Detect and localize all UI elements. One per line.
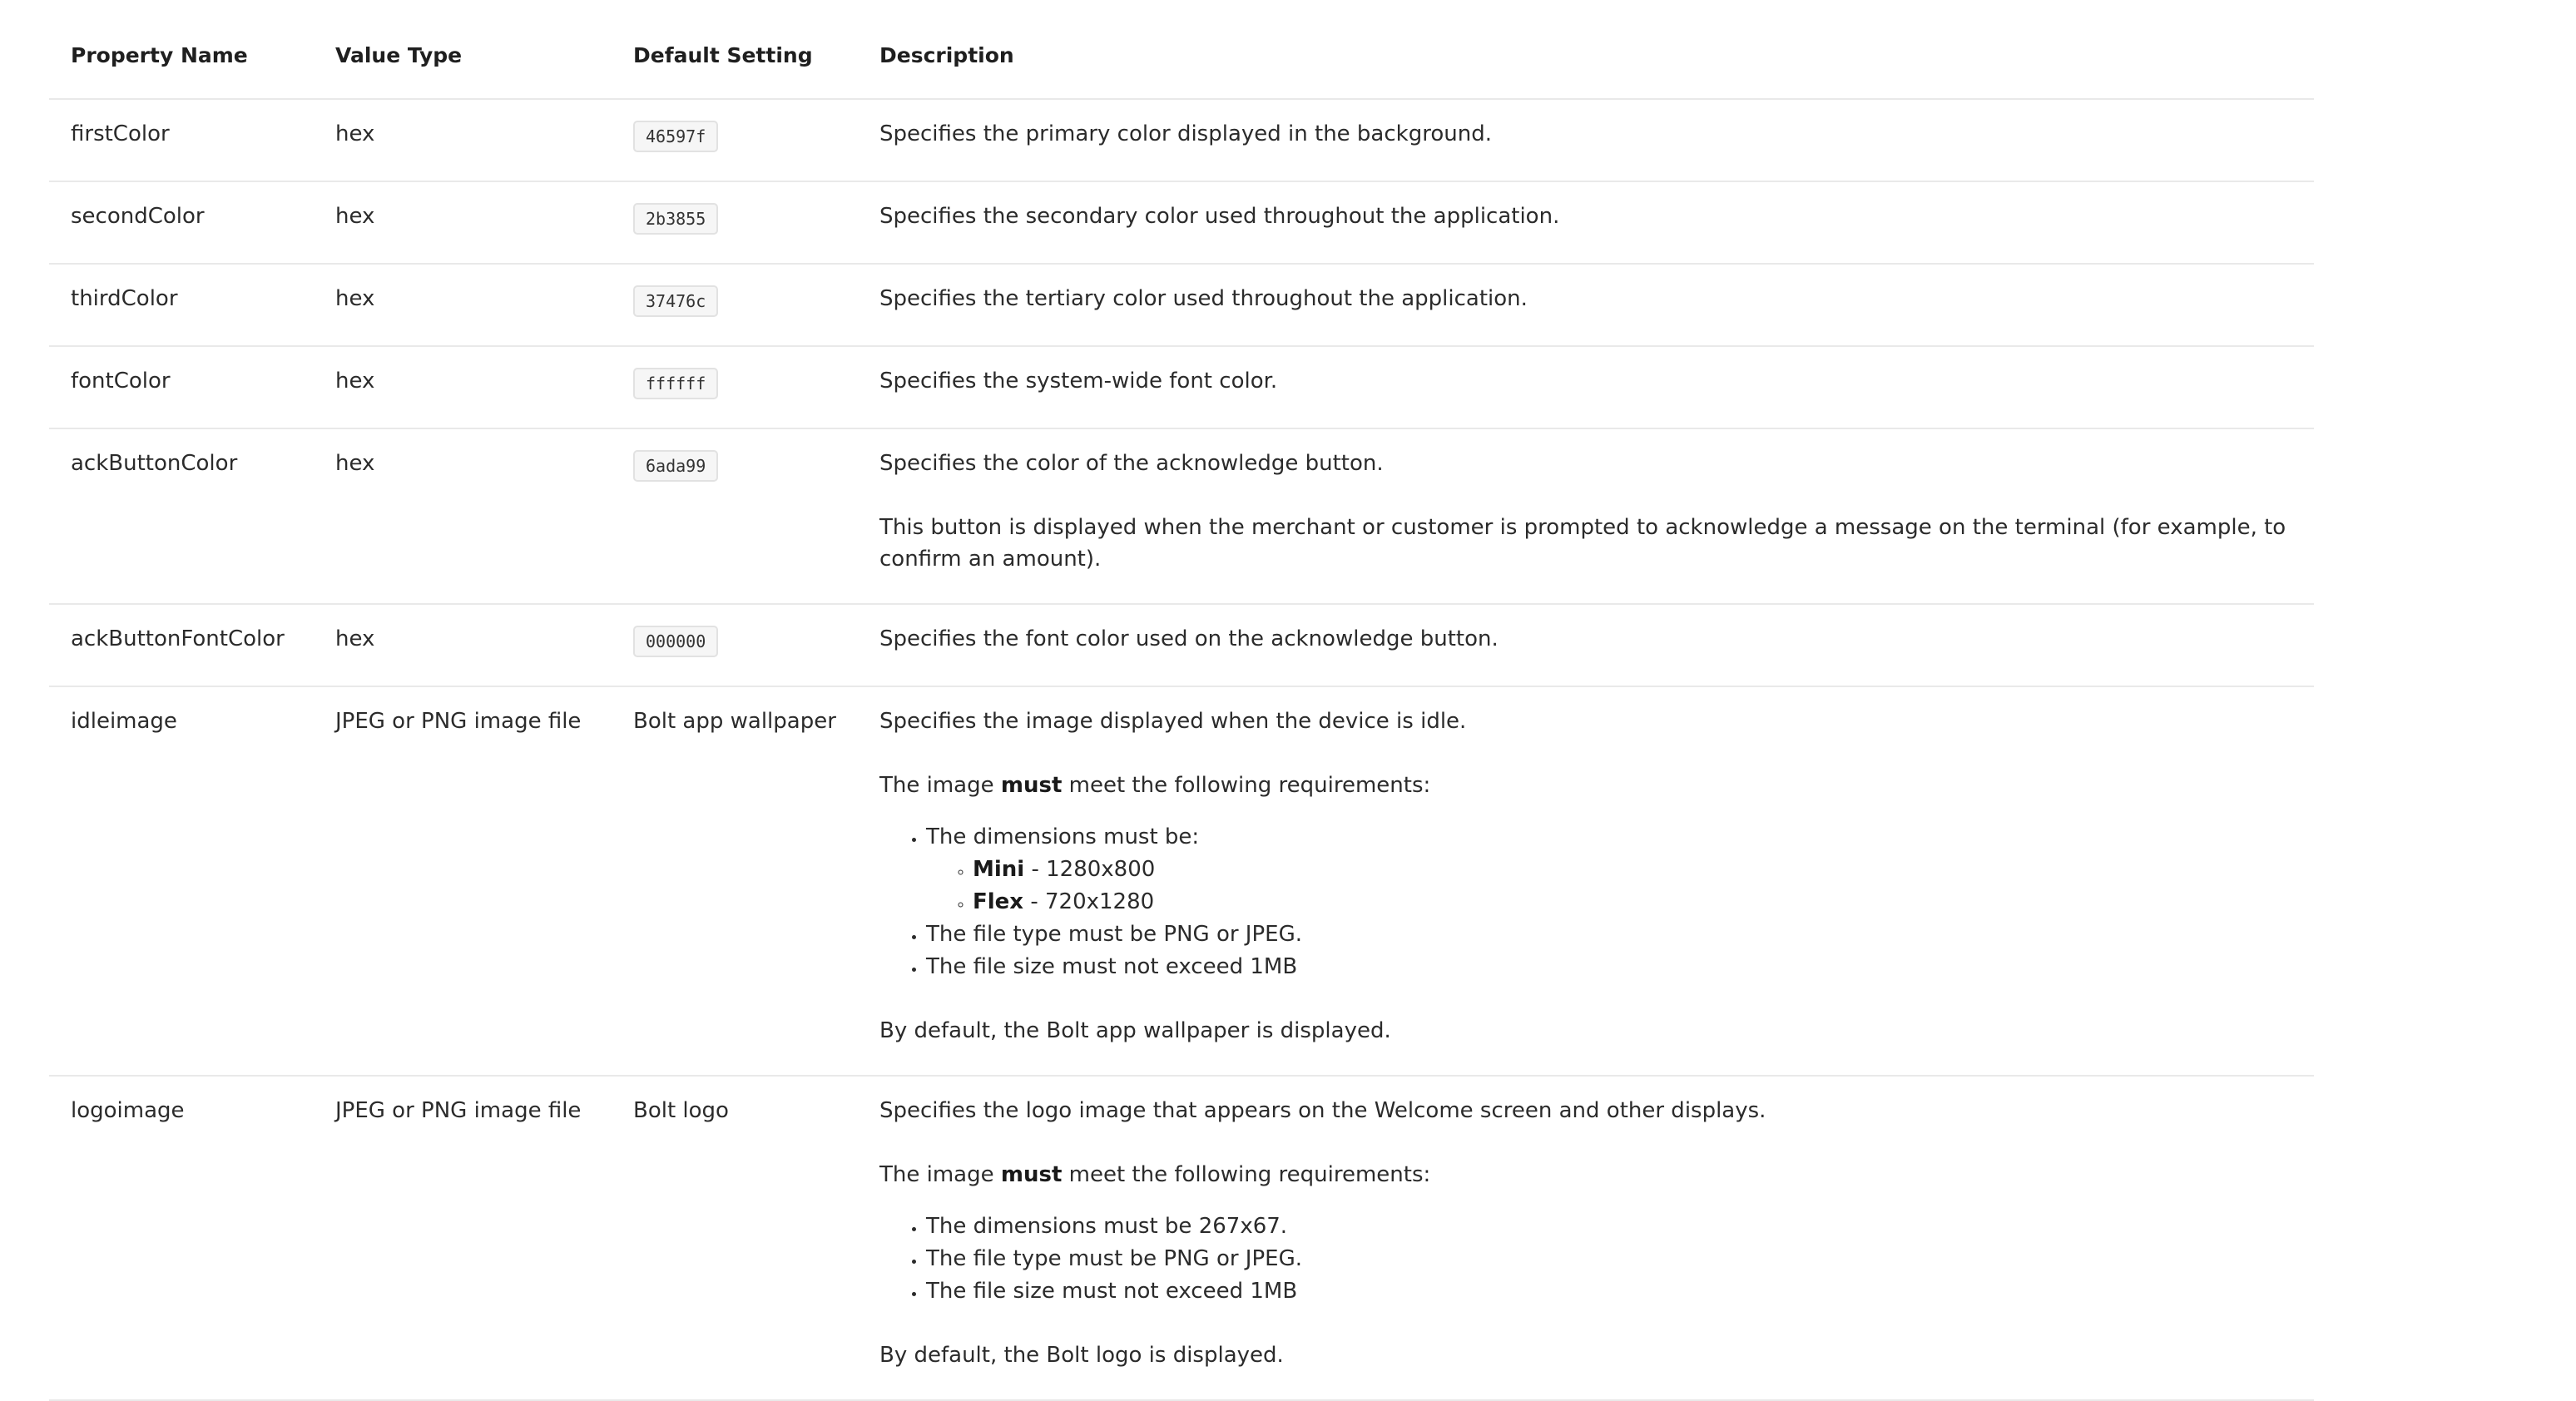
property-name: ackButtonFontColor [71, 626, 285, 651]
value-type: hex [335, 626, 375, 651]
description-footer: By default, the Bolt logo is displayed. [879, 1343, 1284, 1368]
dimensions-list [926, 854, 2314, 918]
list-item: • The file size must not exceed 1MB [926, 951, 2314, 983]
list-item: • The file type must be PNG or JPEG. [926, 918, 2314, 951]
value-type: hex [335, 204, 375, 229]
default-code: 000000 [633, 626, 718, 657]
default-code: 46597f [633, 121, 718, 152]
table-row [49, 428, 2314, 604]
table-row [49, 346, 2314, 428]
value-type: hex [335, 369, 375, 394]
property-name: ackButtonColor [71, 451, 238, 476]
device-dimensions: - 1280x800 [1024, 857, 1156, 882]
default-code: 2b3855 [633, 203, 718, 235]
default-setting [612, 181, 858, 264]
device-name: Flex [973, 889, 1024, 914]
table-row [49, 686, 2314, 1076]
value-type: JPEG or PNG image file [335, 1098, 582, 1123]
description-text: Specifies the secondary color used throughout the application. [879, 204, 1560, 229]
default-setting [612, 428, 858, 604]
device-dimensions: - 720x1280 [1023, 889, 1155, 914]
table-row [49, 264, 2314, 346]
properties-table [49, 0, 2314, 1401]
description-text: Specifies the logo image that appears on the Welcome screen and other displays. [879, 1098, 1766, 1123]
properties-table-container [49, 0, 2314, 1401]
requirements-text: The image [879, 773, 1001, 798]
default-setting [612, 604, 858, 686]
default-setting: Bolt app wallpaper [633, 709, 836, 734]
table-row [49, 181, 2314, 264]
description [858, 428, 2314, 604]
device-name: Mini [973, 857, 1025, 882]
header-value-type: Value Type [335, 43, 463, 67]
requirements-intro [879, 770, 2314, 801]
description [858, 264, 2314, 346]
value-type: hex [335, 451, 375, 476]
list-item: • The dimensions must be 267x67. [926, 1210, 2314, 1243]
description [858, 181, 2314, 264]
description [858, 346, 2314, 428]
list-item [973, 854, 2314, 886]
table-row [49, 604, 2314, 686]
default-code: 37476c [633, 285, 718, 317]
header-description: Description [879, 43, 1014, 67]
default-code: ffffff [633, 368, 718, 399]
property-name: fontColor [71, 369, 171, 394]
property-name: firstColor [71, 121, 170, 146]
description [858, 686, 2314, 1076]
value-type: JPEG or PNG image file [335, 709, 582, 734]
requirements-emphasis: must [1000, 1162, 1063, 1187]
table-header-row [49, 0, 2314, 99]
table-row [49, 99, 2314, 181]
requirements-text: meet the following requirements: [1062, 773, 1431, 798]
table-row [49, 1076, 2314, 1400]
property-name: secondColor [71, 204, 205, 229]
requirements-list [879, 1210, 2314, 1308]
requirements-emphasis: must [1000, 773, 1063, 798]
description-footer: By default, the Bolt app wallpaper is displayed. [879, 1018, 1391, 1043]
default-code: 6ada99 [633, 450, 718, 482]
default-setting [612, 99, 858, 181]
description [858, 604, 2314, 686]
description-text: Specifies the image displayed when the device is idle. [879, 709, 1467, 734]
requirements-list [879, 821, 2314, 983]
default-setting [612, 264, 858, 346]
description [858, 99, 2314, 181]
dimensions-label: The dimensions must be: [926, 824, 1200, 849]
description-text: Specifies the tertiary color used throughout the application. [879, 286, 1528, 311]
description-text: Specifies the primary color displayed in the background. [879, 121, 1492, 146]
description [858, 1076, 2314, 1400]
list-item: • The file size must not exceed 1MB [926, 1275, 2314, 1308]
requirements-text: meet the following requirements: [1062, 1162, 1431, 1187]
description-text: Specifies the color of the acknowledge button. [879, 451, 1384, 476]
list-item [926, 821, 2314, 918]
default-setting [612, 346, 858, 428]
default-setting: Bolt logo [633, 1098, 729, 1123]
property-name: logoimage [71, 1098, 185, 1123]
header-default-setting: Default Setting [633, 43, 813, 67]
value-type: hex [335, 121, 375, 146]
description-note: This button is displayed when the merchant or customer is prompted to acknowledge a message on the terminal (for example, to confirm an amount). [879, 515, 2286, 572]
requirements-text: The image [879, 1162, 1001, 1187]
list-item [973, 886, 2314, 918]
list-item: • The file type must be PNG or JPEG. [926, 1243, 2314, 1275]
description-text: Specifies the font color used on the acknowledge button. [879, 626, 1499, 651]
requirements-intro [879, 1159, 2314, 1191]
property-name: thirdColor [71, 286, 178, 311]
property-name: idleimage [71, 709, 177, 734]
description-text: Specifies the system-wide font color. [879, 369, 1278, 394]
value-type: hex [335, 286, 375, 311]
header-property-name: Property Name [71, 43, 248, 67]
